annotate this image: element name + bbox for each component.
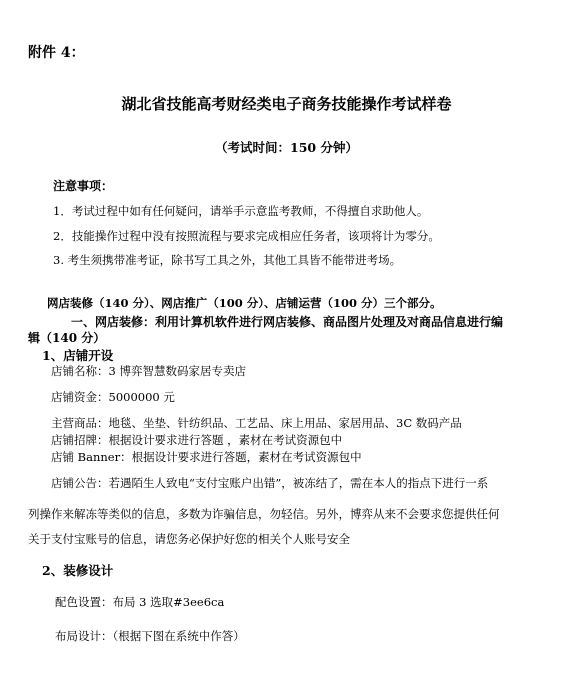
notice-item: 2．技能操作过程中没有按照流程与要求完成相应任务者，该项将计为零分。 <box>53 229 440 243</box>
shop-banner: 店铺 Banner：根据设计要求进行答题，素材在考试资源包中 <box>51 450 362 464</box>
shop-announcement-continued: 列操作来解冻等类似的信息，多数为诈骗信息，勿轻信。另外，博弈从来不会要求您提供任何 <box>28 507 500 521</box>
shop-signboard: 店铺招牌：根据设计要求进行答题 ，素材在考试资源包中 <box>51 433 343 447</box>
section-heading-continued: 辑（140 分） <box>28 331 106 345</box>
exam-duration: （考试时间：150 分钟） <box>215 140 358 155</box>
notice-item: 3. 考生须携带准考证，除书写工具之外，其他工具皆不能带进考场。 <box>53 253 402 267</box>
page-title: 湖北省技能高考财经类电子商务技能操作考试样卷 <box>121 95 452 113</box>
shop-fund: 店铺资金：5000000 元 <box>51 390 175 404</box>
parts-summary: 网店装修（140 分）、网店推广（100 分）、店铺运营（100 分）三个部分。 <box>47 296 442 310</box>
shop-goods: 主营商品：地毯、坐垫、针纺织品、工艺品、床上用品、家居用品、3C 数码产品 <box>51 416 462 430</box>
subsection-heading: 2、装修设计 <box>42 563 114 578</box>
shop-announcement: 店铺公告：若遇陌生人致电“支付宝账户出错”，被冻结了，需在本人的指点下进行一系 <box>51 476 489 490</box>
section-heading: 一、网店装修：利用计算机软件进行网店装修、商品图片处理及对商品信息进行编 <box>71 315 504 329</box>
subsection-heading: 1、店铺开设 <box>42 348 114 363</box>
attachment-label: 附件 4： <box>28 45 85 61</box>
layout-design: 布局设计：（根据下图在系统中作答） <box>55 629 245 643</box>
shop-announcement-continued: 关于支付宝账号的信息，请您务必保护好您的相关个人账号安全 <box>28 532 350 546</box>
notice-item: 1．考试过程中如有任何疑问，请举手示意监考教师，不得擅自求助他人。 <box>53 204 429 218</box>
color-setting: 配色设置：布局 3 选取#3ee6ca <box>55 595 225 609</box>
shop-name: 店铺名称：3 博弈智慧数码家居专卖店 <box>51 364 246 378</box>
notice-heading: 注意事项： <box>53 179 114 193</box>
